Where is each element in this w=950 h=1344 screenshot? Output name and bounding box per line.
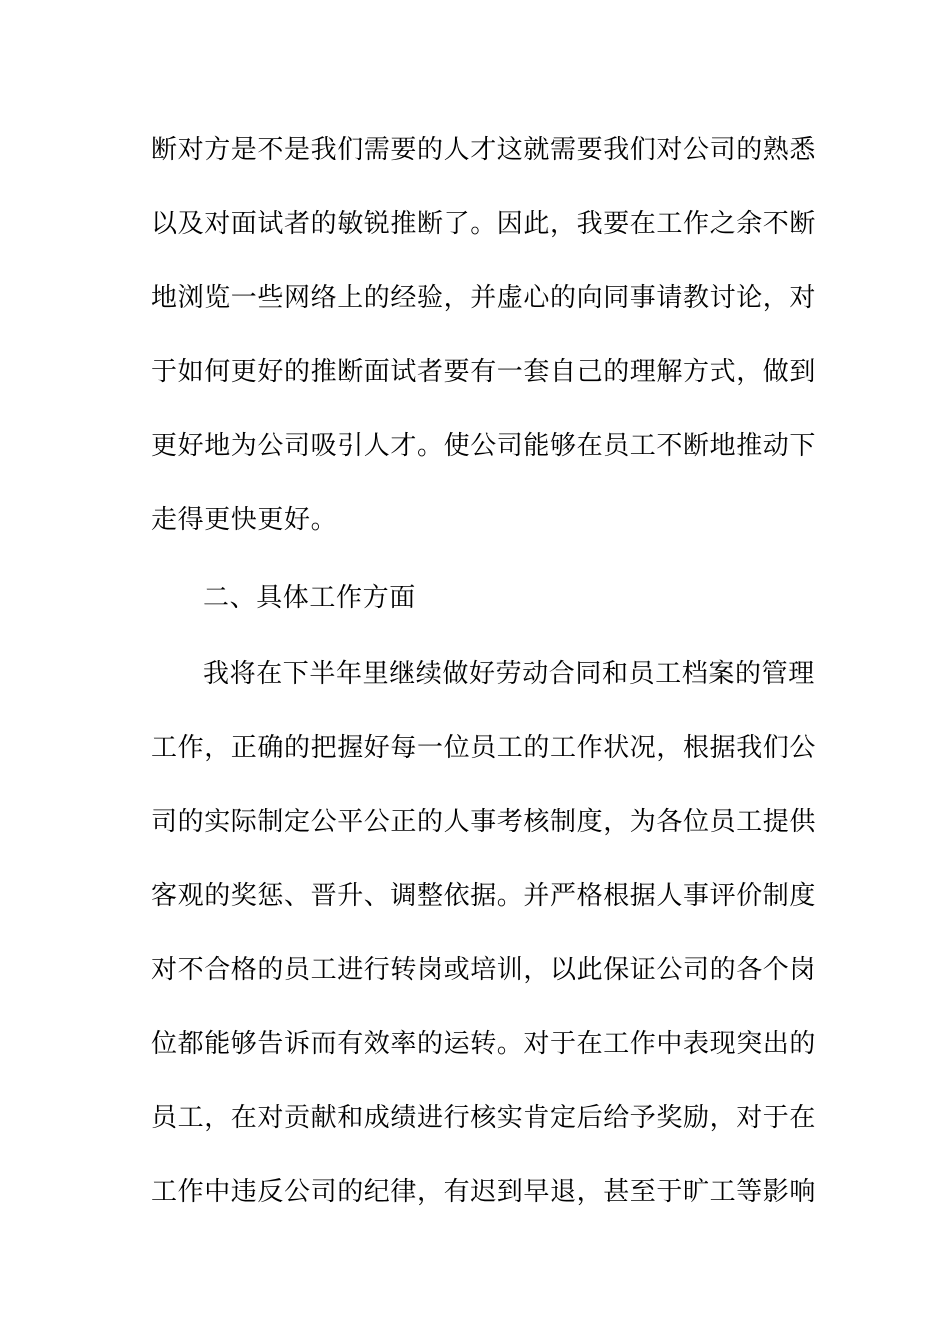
- section-heading: 二、具体工作方面: [203, 583, 416, 613]
- text-line: 更好地为公司吸引人才。使公司能够在员工不断地推动下: [151, 431, 817, 461]
- text-line: 工作，正确的把握好每一位员工的工作状况，根据我们公: [151, 733, 817, 763]
- text-line: 以及对面试者的敏锐推断了。因此，我要在工作之余不断: [151, 209, 817, 239]
- text-line: 于如何更好的推断面试者要有一套自己的理解方式，做到: [151, 357, 817, 387]
- text-line: 员工，在对贡献和成绩进行核实肯定后给予奖励，对于在: [151, 1103, 817, 1133]
- text-line: 客观的奖惩、晋升、调整依据。并严格根据人事评价制度: [151, 881, 817, 911]
- text-line: 位都能够告诉而有效率的运转。对于在工作中表现突出的: [151, 1029, 817, 1059]
- text-line: 断对方是不是我们需要的人才这就需要我们对公司的熟悉: [151, 135, 817, 165]
- text-line: 走得更快更好。: [151, 505, 338, 535]
- text-line: 地浏览一些网络上的经验，并虚心的向同事请教讨论，对: [151, 283, 817, 313]
- paragraph-first-line: 我将在下半年里继续做好劳动合同和员工档案的管理: [203, 659, 815, 689]
- text-line: 工作中违反公司的纪律，有迟到早退，甚至于旷工等影响: [151, 1177, 817, 1207]
- text-line: 司的实际制定公平公正的人事考核制度，为各位员工提供: [151, 807, 817, 837]
- text-line: 对不合格的员工进行转岗或培训，以此保证公司的各个岗: [151, 955, 817, 985]
